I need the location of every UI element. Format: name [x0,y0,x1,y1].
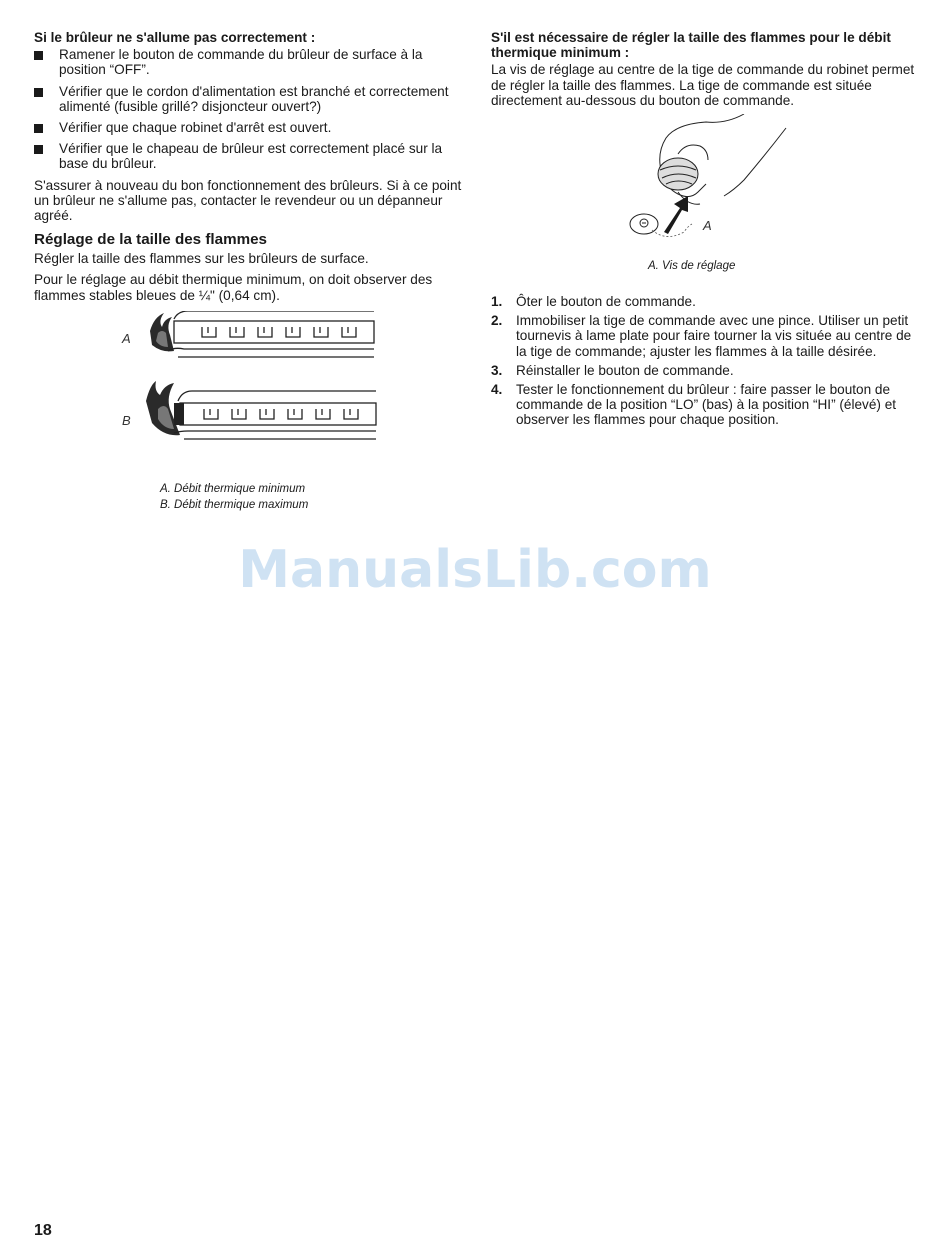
adjust-screw-figure [491,114,916,294]
bullet-square-icon [34,124,43,133]
right-column [491,30,916,432]
adjust-steps [491,294,916,428]
burner-flame-illustration [144,311,384,471]
bullet-square-icon [34,88,43,97]
burner-troubleshoot-heading: Si le brûleur ne s'allume pas correctement : [34,30,316,45]
recheck-paragraph: S'assurer à nouveau du bon fonctionnement des brûleurs. Si à ce point un brûleur ne s'allume pas, contacter le revendeur ou un dépanneur agréé. [34,177,462,224]
caption-b: B. Débit thermique maximum [160,498,309,511]
troubleshoot-list [34,47,464,171]
list-item: Vérifier que chaque robinet d'arrêt est ouvert. [34,120,464,135]
figure-label-screw: A [703,218,712,234]
flame-size-intro: Régler la taille des flammes sur les brûleurs de surface. [34,251,369,267]
flame-min-paragraph: Pour le réglage au débit thermique minimum, on doit observer des flammes stables bleues de ¼" (0,64 cm). [34,272,433,303]
step-item: 2. Immobiliser la tige de commande avec une pince. Utiliser un petit tournevis à lame plate pour faire tourner la vis située au centre de la tige de commande; ajuster les flammes à la taille désirée. [491,313,912,359]
flame-size-figure [34,311,464,536]
step-item: 4. Tester le fonctionnement du brûleur : faire passer le bouton de commande de la position “LO” (bas) à la position “HI” (élevé) et observer les flammes pour chaque position. [491,382,897,428]
left-column [34,30,464,536]
bullet-square-icon [34,51,43,60]
figure-label-b: B [122,412,131,428]
figure-caption-group [160,481,308,513]
list-item: Vérifier que le chapeau de brûleur est correctement placé sur la base du brûleur. [34,141,464,171]
step-item: 3. Réinstaller le bouton de commande. [491,362,734,378]
caption-a: A. Débit thermique minimum [160,482,306,495]
page-number: 18 [34,1222,52,1239]
figure-label-a: A [122,330,131,346]
flame-size-heading: Réglage de la taille des flammes [34,231,267,249]
caption-screw: A. Vis de réglage [648,260,736,273]
watermark: ManualsLib.com [238,540,712,600]
list-item: Vérifier que le cordon d'alimentation est branché et correctement alimenté (fusible grillé? disjoncteur ouvert?) [34,84,464,114]
step-item: 1. Ôter le bouton de commande. [491,294,696,310]
adjust-screw-paragraph: La vis de réglage au centre de la tige de commande du robinet permet de régler la taille des flammes. La tige de commande est située directement au-dessous du bouton de commande. [491,62,915,108]
hand-knob-illustration [626,114,806,254]
bullet-square-icon [34,145,43,154]
list-item: Ramener le bouton de commande du brûleur de surface à la position “OFF”. [34,47,464,77]
min-flame-adjust-heading: S'il est nécessaire de régler la taille des flammes pour le débit thermique minimum : [491,30,891,61]
